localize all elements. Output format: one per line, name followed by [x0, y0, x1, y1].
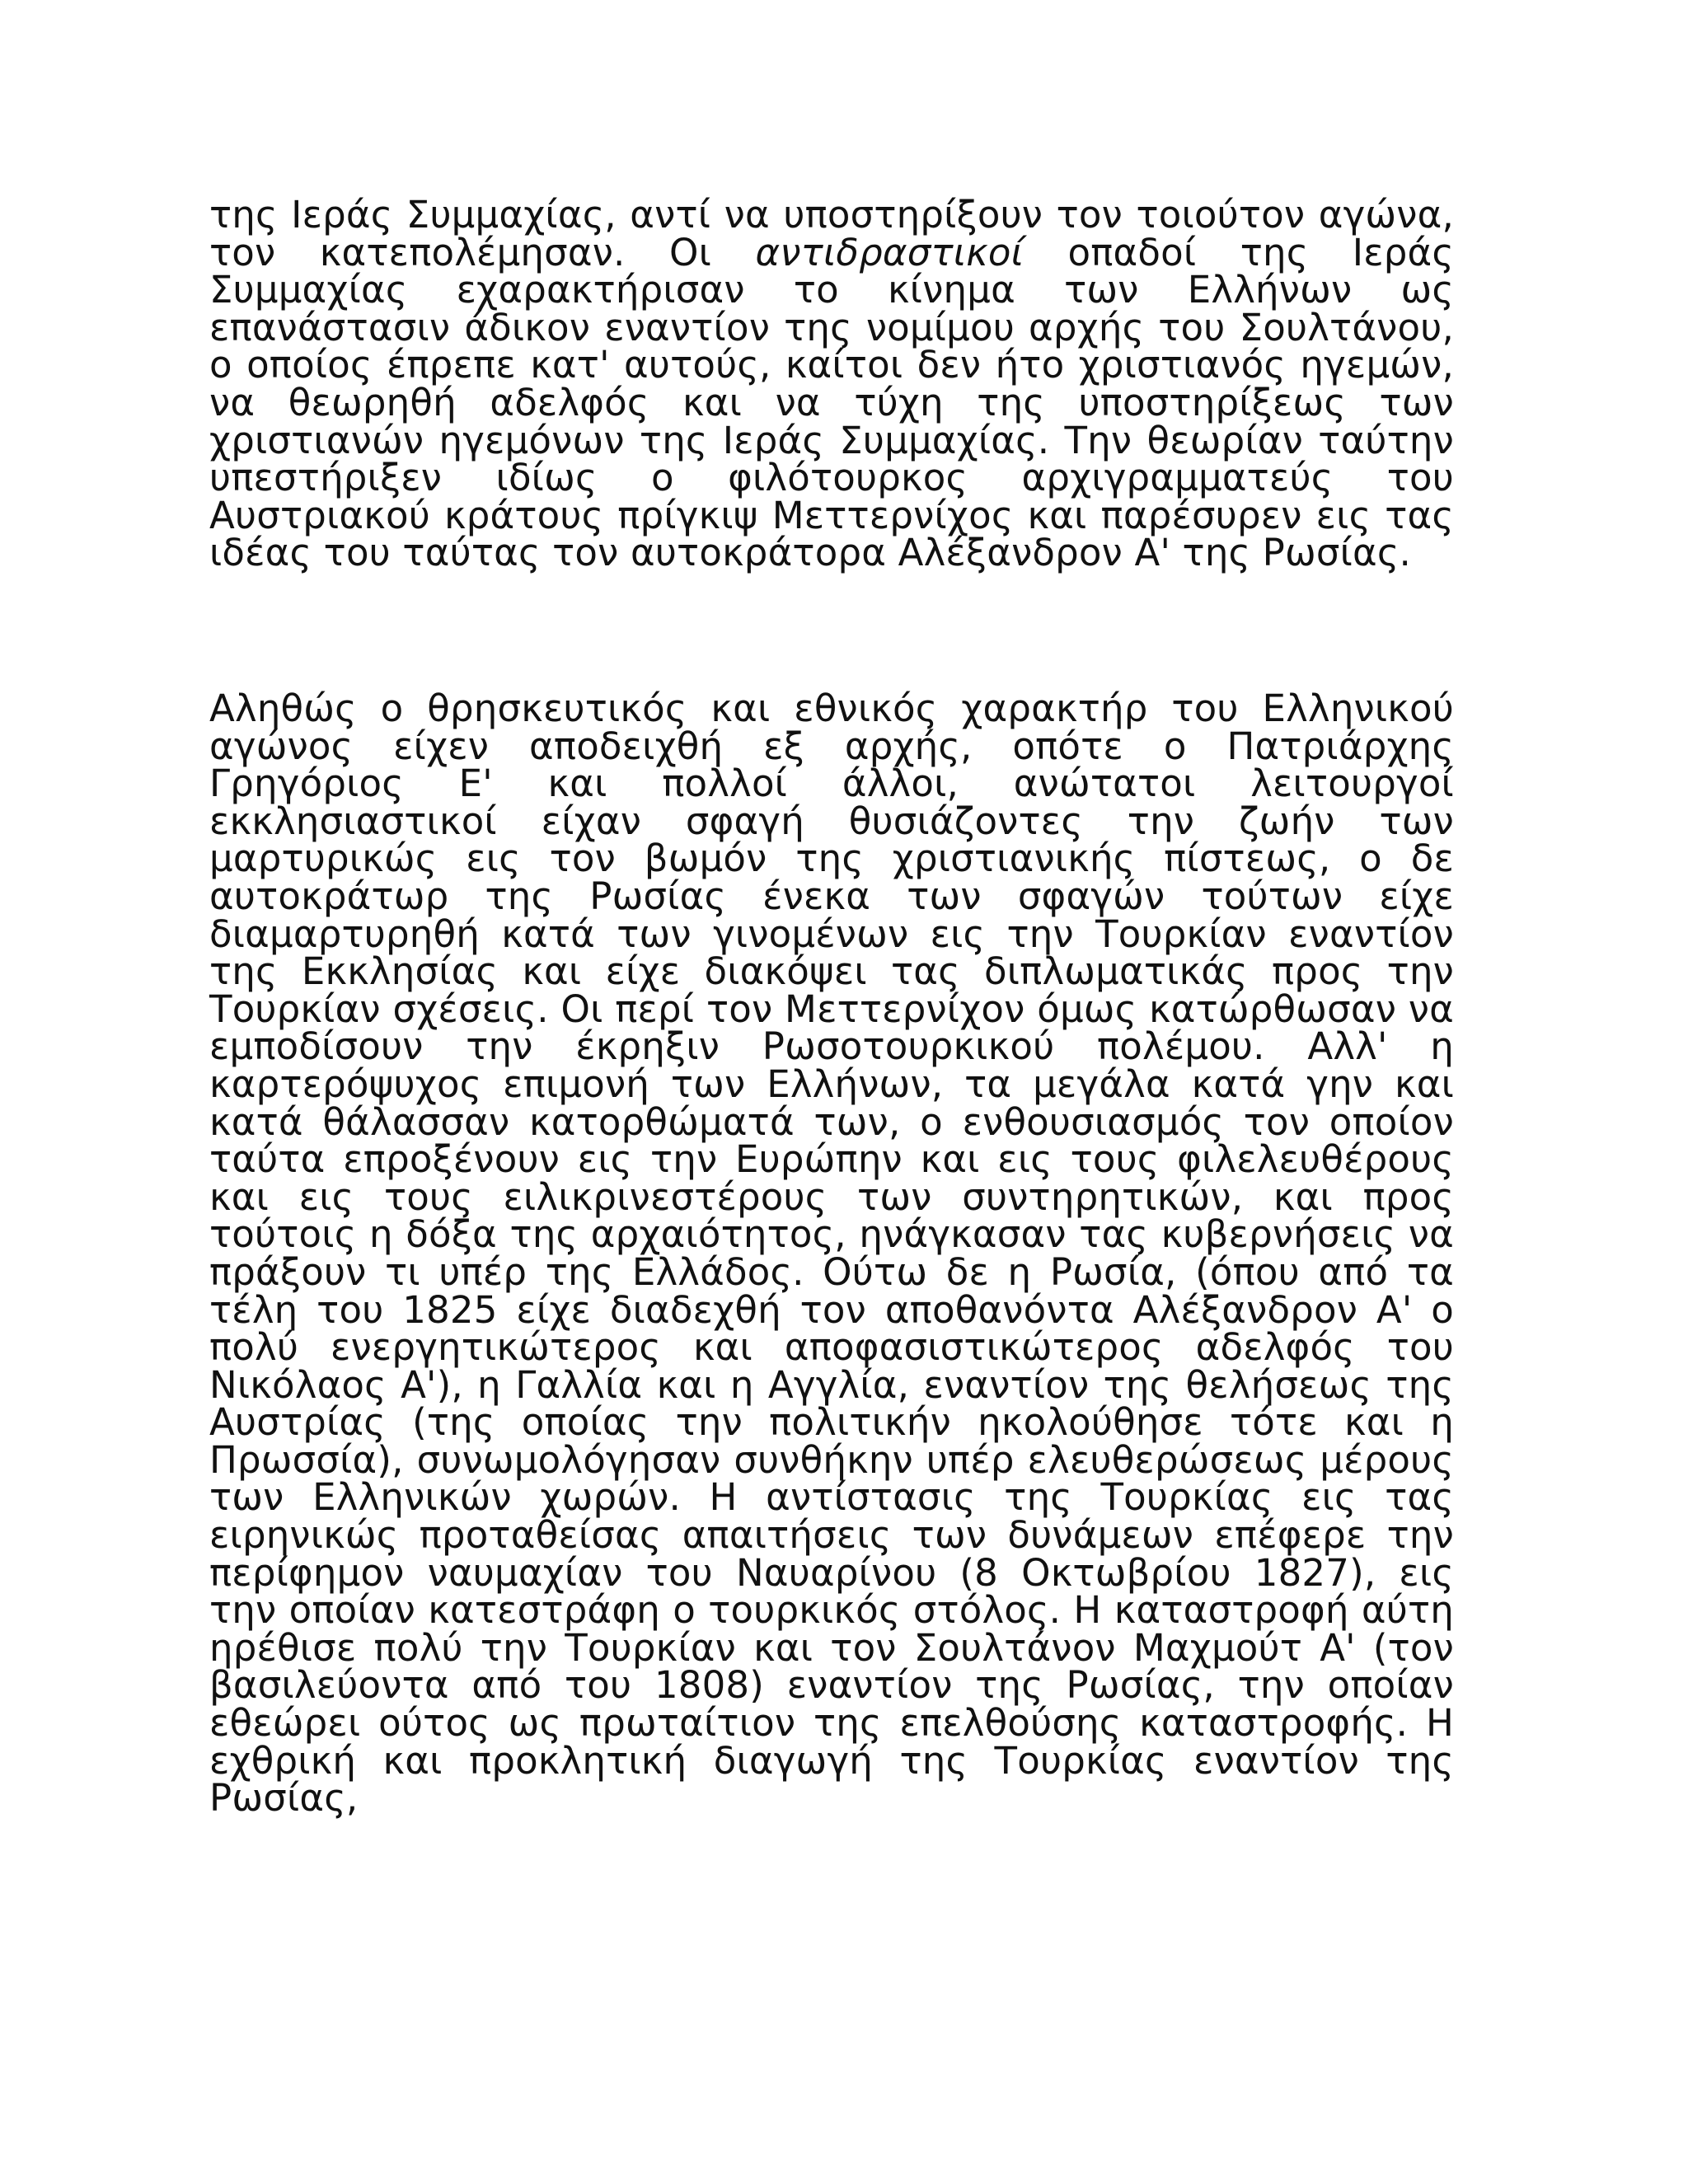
paragraph-1-emphasis: αντιδραστικοί: [755, 230, 1025, 274]
paragraph-1-lead: της Ιεράς Συμμαχίας, αντί να υποστηρίξουν τον τοιούτον αγώνα, τον κατεπολέμησαν. Οι: [209, 193, 1454, 274]
paragraph-1: [209, 193, 1454, 575]
paragraph-2: Αληθώς ο θρησκευτικός και εθνικός χαρακτήρ του Ελληνικού αγώνος είχεν αποδειχθή εξ αρχής, οπότε ο Πατριάρχης Γρηγόριος Ε' και πολλοί άλλοι, ανώτατοι λειτουργοί εκκλησιαστικοί είχαν σφαγή θυσιάζοντες την ζωήν των μαρτυρικώς εις τον βωμόν της χριστιανικής πίστεως, ο δε αυτοκράτωρ της Ρωσίας ένεκα των σφαγών τούτων είχε διαμαρτυρηθή κατά των γινομένων εις την Τουρκίαν εναντίον της Εκκλησίας και είχε διακόψει τας διπλωματικάς προς την Τουρκίαν σχέσεις. Οι περί τον Μεττερνίχον όμως κατώρθωσαν να εμποδίσουν την έκρηξιν Ρωσοτουρκικού πολέμου. Αλλ' η καρτερόψυχος επιμονή των Ελλήνων, τα μεγάλα κατά γην και κατά θάλασσαν κατορθώματά των, ο ενθουσιασμός τον οποίον ταύτα επροξένουν εις την Ευρώπην και εις τους φιλελευθέρους και εις τους ειλικρινεστέρους των συντηρητικών, και προς τούτοις η δόξα της αρχαιότητος, ηνάγκασαν τας κυβερνήσεις να πράξουν τι υπέρ της Ελλάδος. Ούτω δε η Ρωσία, (όπου από τα τέλη του 1825 είχε διαδεχθή τον αποθανόντα Αλέξανδρον Α' ο πολύ ενεργητικώτερος και αποφασιστικώτερος αδελφός του Νικόλαος Α'), η Γαλλία και η Αγγλία, εναντίον της θελήσεως της Αυστρίας (της οποίας την πολιτικήν ηκολούθησε τότε και η Πρωσσία), συνωμολόγησαν συνθήκην υπέρ ελευθερώσεως μέρους των Ελληνικών χωρών. Η αντίστασις της Τουρκίας εις τας ειρηνικώς προταθείσας απαιτήσεις των δυνάμεων επέφερε την περίφημον ναυμαχίαν του Ναυαρίνου (8 Οκτωβρίου 1827), εις την οποίαν κατεστράφη ο τουρκικός στόλος. Η καταστροφή αύτη ηρέθισε πολύ την Τουρκίαν και τον Σουλτάνον Μαχμούτ Α' (τον βασιλεύοντα από του 1808) εναντίον της Ρωσίας, την οποίαν εθεώρει ούτος ως πρωταίτιον της επελθούσης καταστροφής. Η εχθρική και προκλητική διαγωγή της Τουρκίας εναντίον της Ρωσίας,: [209, 687, 1454, 1821]
paragraph-1-rest: οπαδοί της Ιεράς Συμμαχίας εχαρακτήρισαν το κίνημα των Ελλήνων ως επανάστασιν άδικον εναντίον της νομίμου αρχής του Σουλτάνου, ο οποίος έπρεπε κατ' αυτούς, καίτοι δεν ήτο χριστιανός ηγεμών, να θεωρηθή αδελφός και να τύχη της υποστηρίξεως των χριστιανών ηγεμόνων της Ιεράς Συμμαχίας. Την θεωρίαν ταύτην υπεστήριξεν ιδίως ο φιλότουρκος αρχιγραμματεύς του Αυστριακού κράτους πρίγκιψ Μεττερνίχος και παρέσυρεν εις τας ιδέας του ταύτας τον αυτοκράτορα Αλέξανδρον Α' της Ρωσίας.: [209, 230, 1454, 575]
